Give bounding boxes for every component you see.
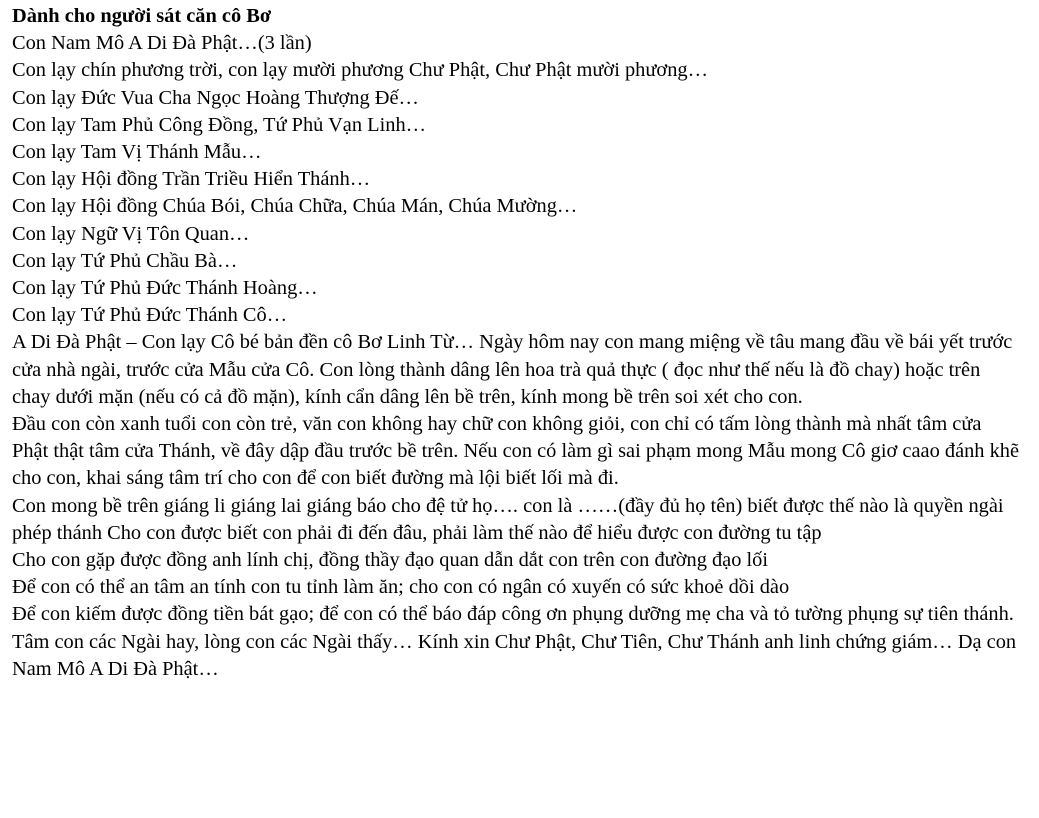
prayer-paragraph: Đầu con còn xanh tuổi con còn trẻ, văn con không hay chữ con không giỏi, con chỉ có tấm lòng thành mà nhất tâm cửa Phật thật tâm cửa Thánh, về đây dập đầu trước bề trên. Nếu con có làm gì sai phạm mong Mẫu mong Cô giơ caao đánh khẽ cho con, khai sáng tâm trí cho con để con biết đường mà lội biết lối mà đi. [12,413,1020,490]
invocation-line: Con lạy Tam Phủ Công Đồng, Tứ Phủ Vạn Linh… [12,113,427,136]
invocation-line: Con lạy Tứ Phủ Đức Thánh Cô… [12,304,288,327]
invocation-line: Con lạy Hội đồng Chúa Bói, Chúa Chữa, Chúa Mán, Chúa Mường… [12,195,578,218]
invocation-line: Con Nam Mô A Di Đà Phật…(3 lần) [12,32,312,55]
prayer-paragraph: Để con kiếm được đồng tiền bát gạo; để con có thể báo đáp công ơn phụng dưỡng mẹ cha và tỏ tường phụng sự tiên thánh. [12,603,1014,626]
invocation-line: Con lạy Tam Vị Thánh Mẫu… [12,141,262,164]
prayer-paragraph: A Di Đà Phật – Con lạy Cô bé bản đền cô Bơ Linh Từ… Ngày hôm nay con mang miệng về tâu mang đầu về bái yết trước cửa nhà ngài, trước cửa Mẫu cửa Cô. Con lòng thành dâng lên hoa trà quả thực ( đọc như thế nếu là đồ chay) hoặc trên chay dưới mặn (nếu có cả đồ mặn), kính cẩn dâng lên bề trên, kính mong bề trên soi xét cho con. [12,331,1013,408]
invocation-line: Con lạy chín phương trời, con lạy mười phương Chư Phật, Chư Phật mười phương… [12,59,708,82]
invocation-line: Con lạy Tứ Phủ Đức Thánh Hoàng… [12,277,318,300]
invocation-line: Con lạy Hội đồng Trần Triều Hiển Thánh… [12,168,371,191]
prayer-paragraph: Để con có thể an tâm an tính con tu tỉnh làm ăn; cho con có ngân có xuyến có sức khoẻ dồi dào [12,576,790,599]
prayer-paragraph: Con mong bề trên giáng li giáng lai giáng báo cho đệ tử họ…. con là ……(đầy đủ họ tên) biết được thế nào là quyền ngài phép thánh Cho con được biết con phải đi đến đâu, phải làm thế nào để hiểu được con đường tu tập [12,494,1004,544]
prayer-paragraph: Cho con gặp được đồng anh lính chị, đồng thầy đạo quan dẫn dắt con trên con đường đạo lối [12,549,769,572]
invocation-line: Con lạy Ngữ Vị Tôn Quan… [12,222,250,245]
document-title: Dành cho người sát căn cô Bơ [12,5,272,27]
document-page [12,3,1022,683]
prayer-paragraph: Tâm con các Ngài hay, lòng con các Ngài thấy… Kính xin Chư Phật, Chư Tiên, Chư Thánh anh linh chứng giám… Dạ con Nam Mô A Di Đà Phật… [12,630,1017,680]
invocation-line: Con lạy Tứ Phủ Chầu Bà… [12,249,238,272]
invocation-line: Con lạy Đức Vua Cha Ngọc Hoàng Thượng Đế… [12,86,419,109]
